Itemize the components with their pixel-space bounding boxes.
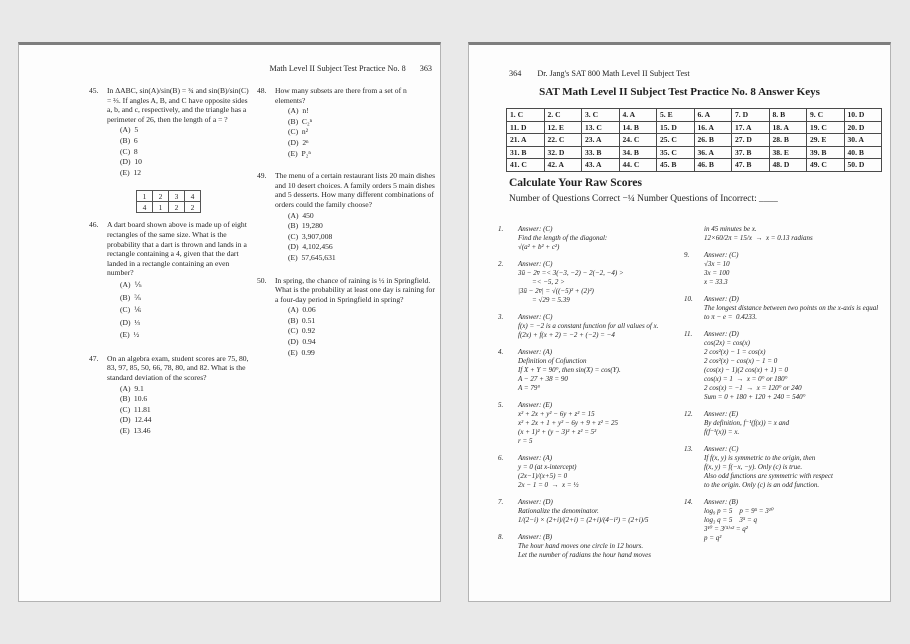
answer-columns bbox=[498, 225, 885, 568]
question-column-left bbox=[89, 86, 252, 449]
answer-key-cell: 24. C bbox=[619, 134, 657, 147]
answer-explanation-continuation bbox=[684, 225, 885, 243]
answer-key-cell: 21. A bbox=[507, 134, 545, 147]
answer-explanation-5 bbox=[498, 401, 670, 446]
answer-line: Answer: (C) bbox=[518, 260, 553, 268]
answer-choice: (D) 4,102,456 bbox=[288, 242, 333, 252]
question-text: How many subsets are there from a set of n elements? bbox=[275, 86, 407, 105]
answer-number: 1. bbox=[498, 225, 504, 233]
answer-key-cell: 34. B bbox=[619, 146, 657, 159]
question-row bbox=[257, 86, 439, 159]
dart-board-cell: 2 bbox=[153, 191, 169, 202]
answer-choice: (B) 0.51 bbox=[288, 315, 316, 325]
answer-number: 8. bbox=[498, 533, 504, 541]
answer-number: 13. bbox=[684, 445, 693, 453]
answer-key-cell: 20. D bbox=[844, 121, 882, 134]
answer-line: 3¹⁰ = 3⁽⁵⁾ˣ² = q² bbox=[704, 525, 748, 533]
answer-choice: (C) 8 bbox=[120, 146, 138, 156]
question-column-right bbox=[257, 86, 439, 449]
answer-key-row bbox=[507, 134, 882, 147]
answer-key-row bbox=[507, 159, 882, 172]
answer-line: Answer: (C) bbox=[704, 445, 739, 453]
answer-line: Answer: (B) bbox=[704, 498, 739, 506]
question-body bbox=[275, 86, 439, 159]
question-text: In ΔABC, sin(A)/sin(B) = ¾ and sin(B)/sin(C) = ⅔. If angles A, B, and C have opposite sides a, b, and c, respectively, and the triangle has a perimeter of 26, then the length of a = ? bbox=[107, 86, 249, 124]
answer-keys-title: SAT Math Level II Subject Test Practice No. 8 Answer Keys bbox=[539, 86, 820, 98]
dart-board-cell: 1 bbox=[137, 191, 153, 202]
answer-key-cell: 22. C bbox=[544, 134, 582, 147]
answer-explanation-9 bbox=[684, 251, 885, 287]
answer-choice: (D) 10 bbox=[120, 157, 142, 167]
answer-line: r = 5 bbox=[518, 437, 533, 445]
answer-key-row bbox=[507, 121, 882, 134]
answer-key-cell: 6. A bbox=[694, 109, 732, 122]
answer-key-cell: 27. D bbox=[732, 134, 770, 147]
answer-key-cell: 26. B bbox=[694, 134, 732, 147]
question-body bbox=[107, 86, 252, 178]
answer-key-cell: 7. D bbox=[732, 109, 770, 122]
answer-line: Answer: (A) bbox=[518, 454, 553, 462]
question-number: 49. bbox=[257, 171, 267, 181]
question-number: 50. bbox=[257, 275, 267, 285]
answer-key-cell: 30. A bbox=[844, 134, 882, 147]
question-number: 48. bbox=[257, 86, 267, 95]
answer-key-cell: 16. A bbox=[694, 121, 732, 134]
dart-board-cell: 3 bbox=[169, 191, 185, 202]
answer-line: Answer: (E) bbox=[518, 401, 553, 409]
answer-key-cell: 37. B bbox=[732, 146, 770, 159]
answer-choices bbox=[120, 279, 252, 342]
answer-explanation-8 bbox=[498, 533, 670, 560]
answer-choice: (B) ⅖ bbox=[120, 292, 142, 302]
answer-line: p = q² bbox=[704, 534, 722, 542]
answer-number: 4. bbox=[498, 348, 504, 356]
answer-key-cell: 39. B bbox=[807, 146, 845, 159]
question-50 bbox=[257, 276, 439, 359]
answer-choice: (C) 0.92 bbox=[288, 326, 316, 336]
dart-board-cell: 4 bbox=[185, 191, 201, 202]
answer-choice: (D) ⅓ bbox=[120, 317, 141, 327]
answer-choice: (E) ½ bbox=[120, 330, 140, 340]
answer-body bbox=[704, 225, 885, 243]
answer-line: If f(x, y) is symmetric to the origin, then bbox=[704, 454, 816, 462]
question-row bbox=[89, 354, 252, 437]
answer-choice: (D) 2ⁿ bbox=[288, 137, 309, 147]
answer-number: 6. bbox=[498, 454, 504, 462]
answer-line: Answer: (A) bbox=[518, 348, 553, 356]
answer-number: 14. bbox=[684, 498, 693, 506]
answer-body bbox=[518, 498, 670, 525]
answer-number: 2. bbox=[498, 260, 504, 268]
answer-line: x = 33.3 bbox=[704, 278, 728, 286]
answer-choice: (B) 19,280 bbox=[288, 221, 323, 231]
answer-key-cell: 4. A bbox=[619, 109, 657, 122]
answer-key-cell: 33. B bbox=[582, 146, 620, 159]
running-header-title: Dr. Jang's SAT 800 Math Level II Subject Test bbox=[537, 69, 690, 78]
answer-body bbox=[518, 225, 670, 252]
dart-board-row bbox=[137, 202, 201, 213]
answer-line: Find the length of the diagonal: bbox=[518, 234, 608, 242]
dart-board-cell: 1 bbox=[153, 202, 169, 213]
answer-key-cell: 44. C bbox=[619, 159, 657, 172]
answer-key-cell: 38. E bbox=[769, 146, 807, 159]
answer-key-cell: 2. C bbox=[544, 109, 582, 122]
question-number: 45. bbox=[89, 86, 99, 95]
answer-choices bbox=[288, 305, 439, 358]
answer-key-cell: 35. C bbox=[657, 146, 695, 159]
answer-line: (cos(x) − 1)(2 cos(x) + 1) = 0 bbox=[704, 366, 788, 374]
answer-key-cell: 9. C bbox=[807, 109, 845, 122]
answer-key-cell: 10. D bbox=[844, 109, 882, 122]
question-row bbox=[89, 220, 252, 342]
answer-choice: (E) 13.46 bbox=[120, 426, 151, 436]
question-body bbox=[275, 276, 439, 359]
dart-board-cell: 2 bbox=[185, 202, 201, 213]
answer-line: Sum = 0 + 180 + 120 + 240 = 540° bbox=[704, 393, 806, 401]
running-header bbox=[270, 64, 432, 73]
answer-line: =< −5, 2 > bbox=[518, 278, 565, 286]
answer-choice: (E) P₂ⁿ bbox=[288, 148, 311, 158]
answer-line: A = 79° bbox=[518, 384, 541, 392]
answer-body bbox=[704, 498, 885, 543]
answer-key-cell: 50. D bbox=[844, 159, 882, 172]
question-columns bbox=[89, 86, 437, 449]
left-page bbox=[18, 42, 441, 602]
answer-number: 7. bbox=[498, 498, 504, 506]
answer-line: cos(x) = 1 → x = 0° or 180° bbox=[704, 375, 788, 383]
question-text: A dart board shown above is made up of eight rectangles of the same size. What is the probability that a dart is thrown and lands in a rectangle containing a 4, given that the dart landed in a rectangle containing an even number? bbox=[107, 220, 247, 278]
question-text: In spring, the chance of raining is ½ in Springfield. What is the probability at least one day is raining for a four-day period in Springfield in spring? bbox=[275, 275, 435, 304]
question-row bbox=[257, 276, 439, 359]
answer-number: 11. bbox=[684, 330, 693, 338]
answer-choice: (E) 0.99 bbox=[288, 347, 315, 357]
answer-line: Let the number of radians the hour hand moves bbox=[518, 551, 651, 559]
dart-board-table bbox=[136, 190, 201, 213]
answer-key-cell: 41. C bbox=[507, 159, 545, 172]
question-46 bbox=[89, 190, 252, 342]
answer-line: If X + Y = 90°, then sin(X) = cos(Y). bbox=[518, 366, 621, 374]
answer-choice: (B) 10.6 bbox=[120, 394, 148, 404]
answer-body bbox=[704, 251, 885, 287]
answer-body bbox=[518, 260, 670, 305]
answer-body bbox=[518, 401, 670, 446]
answer-key-table bbox=[506, 108, 882, 172]
answer-line: 2x − 1 = 0 → x = ½ bbox=[518, 481, 579, 489]
answer-key-cell: 23. A bbox=[582, 134, 620, 147]
running-header bbox=[509, 69, 690, 78]
answer-choice: (B) 6 bbox=[120, 135, 138, 145]
answer-line: Answer: (C) bbox=[704, 251, 739, 259]
answer-key-cell: 29. E bbox=[807, 134, 845, 147]
question-text: The menu of a certain restaurant lists 20 main dishes and 10 desert choices. A family orders 5 main dishes and 5 desserts. How many different combinations of orders could the family choose? bbox=[275, 171, 436, 209]
answer-choice: (C) n² bbox=[288, 127, 308, 137]
question-body bbox=[107, 220, 252, 342]
answer-key-cell: 18. A bbox=[769, 121, 807, 134]
answer-explanation-12 bbox=[684, 410, 885, 437]
answer-choice: (A) 450 bbox=[288, 210, 314, 220]
answer-key-cell: 1. C bbox=[507, 109, 545, 122]
answer-line: 2 cos²(x) − 1 = cos(x) bbox=[704, 348, 766, 356]
question-number: 46. bbox=[89, 220, 99, 230]
answer-key-cell: 36. A bbox=[694, 146, 732, 159]
answer-body bbox=[704, 445, 885, 490]
answer-choices bbox=[120, 384, 252, 437]
answer-choice: (E) 12 bbox=[120, 167, 142, 177]
running-header-title: Math Level II Subject Test Practice No. 8 bbox=[269, 64, 406, 73]
question-48 bbox=[257, 86, 439, 159]
raw-scores-formula: Number of Questions Correct −¼ Number Questions of Incorrect: ____ bbox=[509, 194, 778, 204]
answer-body bbox=[518, 533, 670, 560]
answer-choice: (C) ⅙ bbox=[120, 305, 142, 315]
answer-explanation-1 bbox=[498, 225, 670, 252]
answer-key-cell: 46. B bbox=[694, 159, 732, 172]
answer-line: (2x−1)/(x+5) = 0 bbox=[518, 472, 568, 480]
answer-body bbox=[518, 348, 670, 393]
answer-line: Answer: (D) bbox=[518, 498, 553, 506]
answer-choice: (A) 5 bbox=[120, 125, 139, 135]
answer-key-cell: 13. C bbox=[582, 121, 620, 134]
answer-key-cell: 28. B bbox=[769, 134, 807, 147]
answer-key-cell: 8. B bbox=[769, 109, 807, 122]
page-number: 363 bbox=[419, 64, 432, 73]
answer-explanation-3 bbox=[498, 313, 670, 340]
answer-explanation-6 bbox=[498, 454, 670, 490]
answer-line: √(a² + b² + c²) bbox=[518, 243, 560, 251]
answer-explanation-11 bbox=[684, 330, 885, 402]
answer-line: 12×60/2π = 15/x → x = 0.13 radians bbox=[704, 234, 813, 242]
question-45 bbox=[89, 86, 252, 178]
question-number: 47. bbox=[89, 353, 99, 363]
answer-number: 3. bbox=[498, 313, 504, 321]
answer-key-cell: 43. A bbox=[582, 159, 620, 172]
answer-line: Answer: (B) bbox=[518, 533, 553, 541]
answer-line: The longest distance between two points on the x-axis is equal to π − e = 0.4233. bbox=[704, 304, 880, 321]
answer-number: 5. bbox=[498, 401, 504, 409]
answer-line: y = 0 (at x-intercept) bbox=[518, 463, 577, 471]
answer-choice: (D) 12.44 bbox=[120, 415, 152, 425]
answer-line: in 45 minutes be x. bbox=[704, 225, 757, 233]
answer-key-cell: 25. C bbox=[657, 134, 695, 147]
answer-key-cell: 15. D bbox=[657, 121, 695, 134]
answer-line: By definition, f⁻¹(f(x)) = x and bbox=[704, 419, 790, 427]
answer-body bbox=[704, 295, 885, 322]
answer-key-cell: 14. B bbox=[619, 121, 657, 134]
question-row bbox=[257, 171, 439, 263]
question-row bbox=[89, 86, 252, 178]
answer-choices bbox=[120, 125, 252, 178]
answer-body bbox=[704, 330, 885, 402]
answer-line: x² + 2x + 1 + y² − 6y + 9 + z² = 25 bbox=[518, 419, 619, 427]
answer-body bbox=[518, 313, 670, 340]
answer-line: The hour hand moves one circle in 12 hours. bbox=[518, 542, 644, 550]
answer-line: cos(2x) = cos(x) bbox=[704, 339, 750, 347]
answer-line: Definition of Cofunction bbox=[518, 357, 587, 365]
answer-line: x² + 2x + y² − 6y + z² = 15 bbox=[518, 410, 595, 418]
answer-line: = √29 = 5.39 bbox=[518, 296, 570, 304]
answer-key-cell: 19. C bbox=[807, 121, 845, 134]
answer-key-row bbox=[507, 109, 882, 122]
answer-line: Rationalize the denominator. bbox=[518, 507, 599, 515]
answer-line: to the origin. Only (c) is an odd function. bbox=[704, 481, 820, 489]
answer-line: 2 cos(x) = −1 → x = 120° or 240 bbox=[704, 384, 802, 392]
answer-explanation-13 bbox=[684, 445, 885, 490]
answer-line: 1/(2−i) × (2+i)/(2+i) = (2+i)/(4−i²) = (2+i)/5 bbox=[518, 516, 649, 524]
answer-line: √3x = 10 bbox=[704, 260, 730, 268]
answer-key-cell: 40. B bbox=[844, 146, 882, 159]
answer-choice: (E) 57,645,631 bbox=[288, 252, 336, 262]
answer-number bbox=[684, 225, 704, 243]
answer-line: Answer: (C) bbox=[518, 313, 553, 321]
answer-explanation-2 bbox=[498, 260, 670, 305]
answer-body bbox=[704, 410, 885, 437]
answer-key-cell: 47. B bbox=[732, 159, 770, 172]
answer-line: f(x, y) = f(−x, −y). Only (c) is true. bbox=[704, 463, 803, 471]
question-49 bbox=[257, 171, 439, 263]
answer-number: 10. bbox=[684, 295, 693, 303]
answer-key-cell: 11. D bbox=[507, 121, 545, 134]
answer-number: 9. bbox=[684, 251, 690, 259]
answers-column-right bbox=[684, 225, 885, 568]
answer-explanation-14 bbox=[684, 498, 885, 543]
answer-body bbox=[518, 454, 670, 490]
dart-board-row bbox=[137, 191, 201, 202]
answer-key-cell: 17. A bbox=[732, 121, 770, 134]
answer-line: Answer: (C) bbox=[518, 225, 553, 233]
answer-line: 3x = 100 bbox=[704, 269, 730, 277]
answer-choice: (D) 0.94 bbox=[288, 337, 316, 347]
dart-board-cell: 4 bbox=[137, 202, 153, 213]
answer-explanation-4 bbox=[498, 348, 670, 393]
answer-key-cell: 3. C bbox=[582, 109, 620, 122]
answer-line: (x + 1)² + (y − 3)² + z² = 5² bbox=[518, 428, 597, 436]
answer-line: f(2x) + f(x + 2) = −2 + (−2) = −4 bbox=[518, 331, 615, 339]
answer-choices bbox=[288, 106, 439, 159]
answer-line: 2 cos²(x) − cos(x) − 1 = 0 bbox=[704, 357, 778, 365]
answer-choice: (A) 9.1 bbox=[120, 383, 144, 393]
answer-key-cell: 32. D bbox=[544, 146, 582, 159]
answer-key-row bbox=[507, 146, 882, 159]
answers-column-left bbox=[498, 225, 670, 568]
answer-line: log₉ p = 5 p = 9⁵ = 3¹⁰ bbox=[704, 507, 774, 515]
answer-explanation-7 bbox=[498, 498, 670, 525]
answer-choice: (A) 0.06 bbox=[288, 305, 316, 315]
question-body bbox=[107, 354, 252, 437]
answer-line: Answer: (E) bbox=[704, 410, 739, 418]
answer-key-cell: 5. E bbox=[657, 109, 695, 122]
answer-number: 12. bbox=[684, 410, 693, 418]
answer-line: 3ū − 2v̄ =< 3(−3, −2) − 2(−2, −4) > bbox=[518, 269, 624, 277]
question-body bbox=[275, 171, 439, 263]
question-text: On an algebra exam, student scores are 75, 80, 83, 97, 85, 50, 66, 78, 80, and 82. What is the standard deviation of the scores? bbox=[107, 353, 249, 383]
question-47 bbox=[89, 354, 252, 437]
answer-line: f(x) = −2 is a constant function for all values of x. bbox=[518, 322, 659, 330]
answer-key-cell: 49. C bbox=[807, 159, 845, 172]
page-number: 364 bbox=[509, 69, 522, 78]
answer-choices bbox=[288, 211, 439, 264]
answer-choice: (C) 11.81 bbox=[120, 404, 151, 414]
answer-key-cell: 48. D bbox=[769, 159, 807, 172]
answer-choice: (B) C₂ⁿ bbox=[288, 116, 313, 126]
answer-explanation-10 bbox=[684, 295, 885, 322]
answer-line: f(f⁻¹(x)) = x. bbox=[704, 428, 740, 436]
answer-line: Answer: (D) bbox=[704, 295, 739, 303]
answer-choice: (A) ⅕ bbox=[120, 279, 142, 289]
answer-line: Also odd functions are symmetric with respect bbox=[704, 472, 833, 480]
answer-line: A − 27 + 38 = 90 bbox=[518, 375, 568, 383]
answer-line: log₃ q = 5 3⁵ = q bbox=[704, 516, 758, 524]
raw-scores-heading: Calculate Your Raw Scores bbox=[509, 177, 642, 189]
answer-key-cell: 45. B bbox=[657, 159, 695, 172]
answer-key-cell: 42. A bbox=[544, 159, 582, 172]
answer-choice: (A) n! bbox=[288, 106, 309, 116]
answer-line: Answer: (D) bbox=[704, 330, 739, 338]
answer-choice: (C) 3,907,008 bbox=[288, 231, 333, 241]
answer-line: |3ū − 2v̄| = √((−5)² + (2)²) bbox=[518, 287, 594, 295]
dart-board-cell: 2 bbox=[169, 202, 185, 213]
answer-key-cell: 12. E bbox=[544, 121, 582, 134]
right-page bbox=[468, 42, 891, 602]
answer-key-cell: 31. B bbox=[507, 146, 545, 159]
